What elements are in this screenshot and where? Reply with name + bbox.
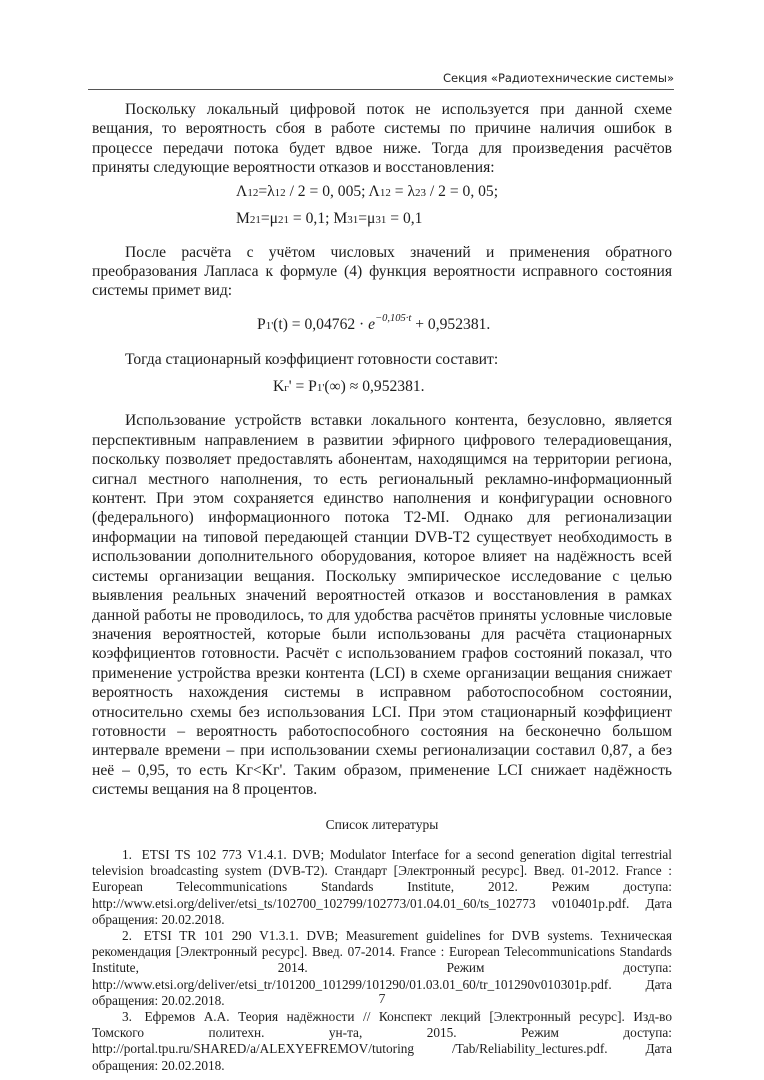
running-header: Секция «Радиотехнические системы» [88, 70, 674, 90]
formula-exp-base: e [368, 316, 376, 334]
references-heading: Список литературы [325, 816, 439, 832]
formula-lambda-rates [92, 181, 672, 204]
reference-text: ETSI TR 101 290 V1.3.1. DVB; Measurement guidelines for DVB systems. Техническая рекомендация [Электронный ресурс]. Введ. 07-2014. France : European Telecommunications Standards Institute, 2014. Режим доступа: http://www.etsi.org/deliver/etsi_tr/101200_101299/101290/01.03.01_60/tr_101290v010301p.pdf. Дата обращения: 20.02.2018. [92, 927, 672, 1008]
formula-subscript: 21 [278, 213, 290, 226]
page-number: 7 [378, 992, 386, 1007]
reference-number: 2. [122, 927, 132, 943]
reference-text: ETSI TS 102 773 V1.4.1. DVB; Modulator Interface for a second generation digital terrestrial television broadcasting system (DVB-T2). Стандарт [Электронный ресурс]. Введ. 01-2012. France : European Telecommunications Standards Institute, 2012. Режим доступа: http://www.etsi.org/deliver/etsi_ts/102700_102799/102773/01.04.01_60/ts_102773 v010401p.pdf. Дата обращения: 20.02.2018. [92, 846, 673, 927]
formula-exponent: −0,105·t [375, 312, 412, 324]
reference-number: 1. [122, 846, 132, 862]
formula-probability-function [92, 310, 672, 337]
formula-subscript: 21 [249, 213, 261, 226]
formula-text: K [273, 378, 285, 396]
formula-availability-coefficient [92, 376, 672, 399]
formula-subscript: 1' [265, 320, 274, 333]
paragraph-3: Тогда стационарный коэффициент готовности составит: [125, 351, 499, 369]
formula-text: / 2 = 0, 005; Λ [285, 182, 380, 200]
formula-mu-rates [92, 208, 672, 231]
paragraph-1: Поскольку локальный цифровой поток не используется при данной схеме вещания, то вероятность сбоя в работе системы по причине наличия ошибок в процессе передачи потока будет вдвое ниже. Тогда для произведения расчётов приняты следующие вероятности отказов и восстановления: [92, 101, 672, 177]
formula-text: + 0,952381. [411, 316, 491, 334]
formula-text: (∞) ≈ 0,952381. [324, 378, 425, 396]
formula-subscript: 12 [274, 186, 286, 199]
page-body [92, 100, 672, 1074]
formula-subscript: 12 [247, 186, 259, 199]
formula-text: (t) = 0,04762 · [273, 316, 369, 334]
paragraph-4: Использование устройств вставки локального контента, безусловно, является перспективным направлением в развитии эфирного цифрового телерадиовещания, поскольку позволяет предоставлять абонентам, находящимся на территории региона, сигнал местного наполнения, то есть региональный рекламно-информационный контент. При этом сохраняется единство наполнения и конфигурации основного (федерального) информационного потока T2-MI. Однако для регионализации информации на типовой передающей станции DVB-T2 существует необходимость в использовании дополнительного оборудования, которое влияет на надёжность всей системы организации вещания. Поскольку эмпирическое исследование с целью выявления реальных значений вероятностей отказов и восстановления в рамках данной работы не проводилось, то для удобства расчётов приняты условные числовые значения вероятностей, которые были использованы для расчёта стационарных коэффициентов готовности. Расчёт с использованием графов состояний показал, что применение устройства врезки контента (LCI) в схеме организации вещания снижает вероятность нахождения системы в исправном работоспособном состоянии, относительно схемы без использования LCI. При этом стационарный коэффициент готовности – вероятность работоспособного состояния на бесконечно большом интервале времени – при использовании схемы регионализации составил 0,87, а без неё – 0,95, то есть Kг<Kг'. Таким образом, применение LCI снижает надёжность системы вещания на 8 процентов. [92, 412, 672, 799]
formula-text: = 0,1 [386, 209, 423, 227]
formula-subscript: 12 [379, 186, 391, 199]
formula-subscript: 31 [375, 213, 387, 226]
reference-item [92, 1009, 672, 1074]
formula-text: = λ [390, 182, 416, 200]
formula-text: = 0,1; M [289, 209, 348, 227]
formula-subscript: 1' [316, 382, 325, 395]
reference-item [92, 847, 672, 928]
formula-text: / 2 = 0, 05; [426, 182, 499, 200]
formula-text: Λ [236, 182, 248, 200]
formula-text: =λ [258, 182, 275, 200]
formula-text: =μ [260, 209, 279, 227]
formula-text: M [236, 209, 250, 227]
reference-number: 3. [122, 1009, 132, 1024]
formula-subscript: 23 [415, 186, 427, 199]
formula-subscript: 31 [347, 213, 359, 226]
references-list [92, 847, 672, 1074]
reference-text: Ефремов А.А. Теория надёжности // Конспект лекций [Электронный ресурс]. Изд-во Томского политехн. ун-та, 2015. Режим доступа: http://portal.tpu.ru/SHARED/a/ALEXYEFREMOV/tutoring /Tab/Reliability_lectures.pdf. Дата обращения: 20.02.2018. [92, 1009, 672, 1073]
formula-text: ' = P [288, 378, 317, 396]
formula-text: =μ [358, 209, 376, 227]
formula-subscript: г [284, 382, 289, 395]
formula-text: P [257, 316, 266, 334]
paragraph-2: После расчёта с учётом числовых значений и применения обратного преобразования Лапласа к формуле (4) функция вероятности исправного состояния системы примет вид: [92, 243, 672, 300]
